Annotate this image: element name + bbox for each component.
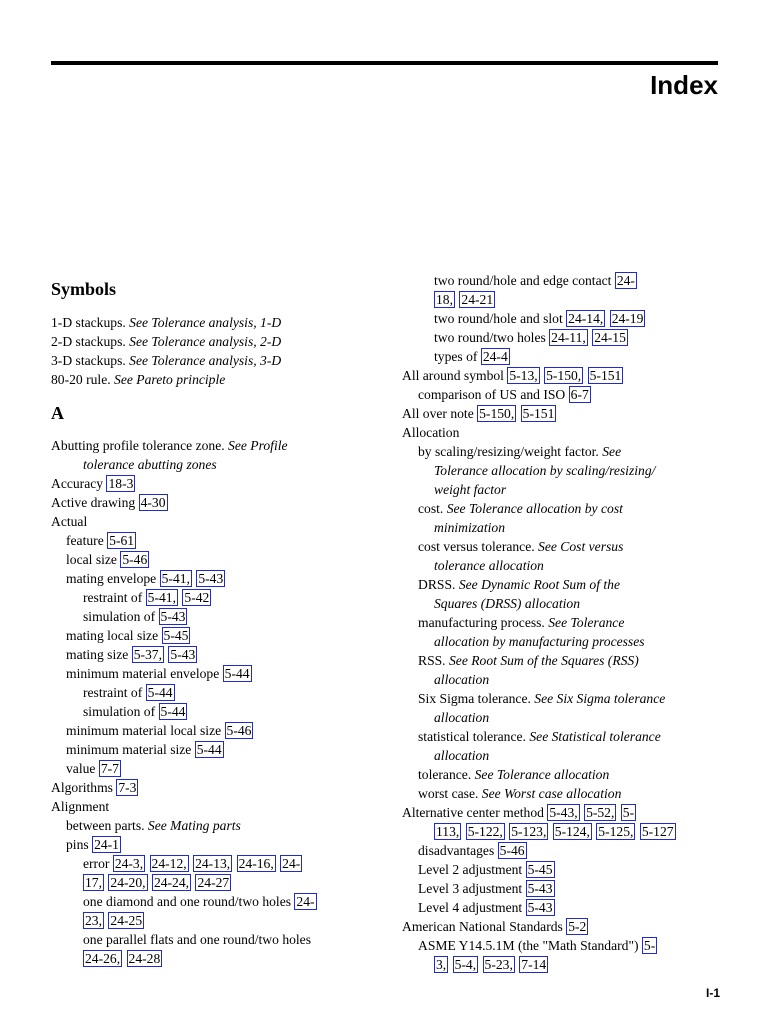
entry-term: Alternative center method: [402, 805, 548, 820]
page-link[interactable]: 24-24,: [153, 875, 190, 890]
index-entry: [434, 709, 489, 727]
index-entry: [402, 424, 459, 442]
index-entry: [434, 310, 646, 328]
page-link[interactable]: 24-28: [128, 951, 161, 966]
index-entry: [434, 348, 511, 366]
entry-term: one diamond and one round/two holes: [83, 894, 295, 909]
index-entry: [418, 690, 665, 708]
page-link[interactable]: 24-16,: [238, 856, 274, 871]
page-number: I-1: [705, 986, 720, 1000]
entry-term: by scaling/resizing/weight factor.: [418, 444, 603, 459]
page-link[interactable]: 5-123,: [511, 824, 547, 839]
page-link[interactable]: 24-19: [611, 311, 644, 326]
entry-term: local size: [66, 552, 121, 567]
index-entry: [66, 817, 241, 835]
page-link[interactable]: 24-15: [594, 330, 626, 345]
index-entry: [83, 456, 217, 474]
index-entry: [66, 646, 198, 664]
entry-term: between parts.: [66, 818, 148, 833]
page-link[interactable]: 24-13,: [195, 856, 231, 871]
section-heading: Symbols: [51, 279, 117, 299]
page-link[interactable]: 5-2: [568, 919, 587, 934]
page-title: Index: [650, 70, 718, 100]
entry-term: Accuracy: [51, 476, 107, 491]
index-entry: [51, 494, 169, 512]
page-link[interactable]: 18-3: [108, 476, 134, 491]
page-link[interactable]: 5-42: [184, 590, 210, 605]
entry-term: 3-D stackups.: [51, 353, 130, 368]
index-entry: [434, 462, 655, 480]
index-entry: [83, 589, 212, 607]
entry-term: 2-D stackups.: [51, 334, 130, 349]
page-link[interactable]: 5-4,: [454, 957, 477, 972]
entry-term: one parallel flats and one round/two holes: [83, 932, 312, 947]
index-entry: [66, 551, 150, 569]
page-link[interactable]: 7-7: [100, 761, 119, 776]
entry-term: Abutting profile tolerance zone.: [51, 438, 229, 453]
index-entry: [66, 722, 254, 740]
entry-term: Actual: [51, 514, 88, 529]
index-entry: [418, 652, 639, 670]
section-heading: A: [51, 403, 64, 423]
see-reference: See Tolerance allocation: [474, 767, 610, 782]
entry-term: All over note: [402, 406, 478, 421]
see-reference: See Mating parts: [147, 818, 241, 833]
page-link[interactable]: 17,: [85, 875, 102, 890]
index-entry: [402, 918, 589, 936]
index-entry: [51, 513, 87, 531]
page-link[interactable]: 24-14,: [568, 311, 604, 326]
page-link[interactable]: 18,: [436, 292, 453, 307]
page-link[interactable]: 5-151: [522, 406, 555, 421]
page-link[interactable]: 5-41,: [147, 590, 176, 605]
entry-term: American National Standards: [402, 919, 567, 934]
page-link[interactable]: 5-150,: [546, 368, 582, 383]
index-entry: [418, 500, 623, 518]
entry-term: pins: [66, 837, 93, 852]
index-entry: [418, 443, 621, 461]
index-entry: [434, 481, 506, 499]
page-link[interactable]: 5-46: [499, 843, 525, 858]
entry-term: minimum material local size: [66, 723, 225, 738]
index-entry: [402, 367, 624, 385]
index-entry: [418, 842, 528, 860]
index-entry: [418, 576, 620, 594]
index-entry: [402, 804, 637, 822]
see-reference: See Tolerance analysis, 1-D: [129, 315, 282, 330]
page-link[interactable]: 5-41,: [161, 571, 190, 586]
index-entry: [434, 747, 489, 765]
see-reference: allocation: [434, 748, 490, 763]
see-reference: Squares (DRSS) allocation: [434, 596, 580, 611]
index-entry: [51, 352, 281, 370]
page-link[interactable]: 5-122,: [467, 824, 503, 839]
see-reference: tolerance allocation: [434, 558, 544, 573]
page-link[interactable]: 24-: [282, 856, 301, 871]
entry-term: feature: [66, 533, 108, 548]
entry-term: ASME Y14.5.1M (the "Math Standard"): [418, 938, 642, 953]
page-link[interactable]: 5-: [643, 938, 656, 953]
index-entry: [83, 874, 232, 892]
page-link[interactable]: 24-12,: [151, 856, 187, 871]
entry-term: restraint of: [83, 590, 146, 605]
page-link[interactable]: 6-7: [570, 387, 589, 402]
page-link[interactable]: 5-52,: [586, 805, 615, 820]
see-reference: See Cost versus: [538, 539, 624, 554]
index-entry: [51, 314, 281, 332]
index-entry: [434, 291, 496, 309]
entry-term: worst case.: [418, 786, 482, 801]
page-link[interactable]: 24-: [616, 273, 635, 288]
index-entry: [418, 386, 592, 404]
index-entry: [51, 333, 281, 351]
page-link[interactable]: 23,: [85, 913, 102, 928]
see-reference: See Six Sigma tolerance: [534, 691, 666, 706]
entry-term: manufacturing process.: [418, 615, 549, 630]
entry-term: 80-20 rule.: [51, 372, 115, 387]
page-link[interactable]: 5-43,: [549, 805, 578, 820]
page-link[interactable]: 5-44: [147, 685, 173, 700]
index-entry: [51, 437, 288, 455]
page-link[interactable]: 24-25: [110, 913, 143, 928]
entry-term: types of: [434, 349, 481, 364]
see-reference: See Pareto principle: [114, 372, 226, 387]
page-link[interactable]: 5-43: [160, 609, 186, 624]
index-entry: [83, 608, 188, 626]
page-link[interactable]: 5-43: [198, 571, 224, 586]
entry-term: cost.: [418, 501, 447, 516]
page-link[interactable]: 24-20,: [110, 875, 146, 890]
entry-term: All around symbol: [402, 368, 508, 383]
page-link[interactable]: 5-46: [122, 552, 148, 567]
see-reference: allocation by manufacturing processes: [434, 634, 645, 649]
page-link[interactable]: 5-13,: [509, 368, 538, 383]
see-reference: allocation: [434, 672, 490, 687]
index-entry: [66, 665, 253, 683]
entry-term: simulation of: [83, 609, 159, 624]
page-link[interactable]: 5-125,: [598, 824, 634, 839]
index-entry: [418, 880, 556, 898]
page-link[interactable]: 24-27: [197, 875, 230, 890]
index-entry: [434, 329, 629, 347]
entry-term: Level 3 adjustment: [418, 881, 526, 896]
see-reference: See Profile: [228, 438, 288, 453]
see-reference: See Tolerance analysis, 3-D: [129, 353, 282, 368]
page-link[interactable]: 5-44: [196, 742, 222, 757]
index-entry: [434, 823, 677, 841]
index-entry: [434, 519, 505, 537]
entry-term: value: [66, 761, 99, 776]
page-link[interactable]: 5-45: [527, 862, 553, 877]
page-link[interactable]: 24-26,: [85, 951, 121, 966]
entry-term: mating envelope: [66, 571, 160, 586]
index-entry: [434, 557, 544, 575]
index-entry: [83, 855, 303, 873]
entry-term: minimum material envelope: [66, 666, 223, 681]
index-entry: [66, 570, 226, 588]
entry-term: RSS.: [418, 653, 449, 668]
page-link[interactable]: 5-: [622, 805, 635, 820]
page-link[interactable]: 5-44: [224, 666, 250, 681]
index-entry: [418, 766, 609, 784]
page-link[interactable]: 5-43: [170, 647, 196, 662]
entry-term: minimum material size: [66, 742, 195, 757]
entry-term: two round/hole and slot: [434, 311, 567, 326]
index-entry: [66, 741, 225, 759]
index-entry: [66, 627, 191, 645]
page-link[interactable]: 24-4: [482, 349, 508, 364]
see-reference: See Tolerance: [548, 615, 625, 630]
entry-term: Six Sigma tolerance.: [418, 691, 535, 706]
see-reference: See: [602, 444, 622, 459]
see-reference: tolerance abutting zones: [83, 457, 217, 472]
index-entry: [51, 798, 109, 816]
page-link[interactable]: 5-44: [160, 704, 186, 719]
index-entry: [418, 614, 624, 632]
index-entry: [51, 779, 139, 797]
page-link[interactable]: 5-37,: [133, 647, 163, 662]
entry-term: Alignment: [51, 799, 110, 814]
entry-term: disadvantages: [418, 843, 498, 858]
page-link[interactable]: 5-23,: [484, 957, 513, 972]
page-link[interactable]: 113,: [436, 824, 460, 839]
entry-term: simulation of: [83, 704, 159, 719]
index-entry: [418, 728, 661, 746]
index-entry: [434, 595, 580, 613]
page-link[interactable]: 24-11,: [551, 330, 586, 345]
page-link[interactable]: 7-14: [521, 957, 547, 972]
page-link[interactable]: 5-43: [527, 881, 553, 896]
entry-term: two round/two holes: [434, 330, 550, 345]
see-reference: See Tolerance allocation by cost: [446, 501, 623, 516]
index-entry: [51, 475, 136, 493]
index-entry: [83, 950, 163, 968]
index-entry: [418, 861, 556, 879]
index-entry: [83, 912, 145, 930]
entry-term: mating size: [66, 647, 132, 662]
entry-term: statistical tolerance.: [418, 729, 530, 744]
index-entry: [434, 272, 638, 290]
index-entry: [434, 671, 489, 689]
entry-term: Algorithms: [51, 780, 117, 795]
entry-term: Level 4 adjustment: [418, 900, 526, 915]
page-link[interactable]: 24-: [296, 894, 315, 909]
page-link[interactable]: 5-150,: [479, 406, 515, 421]
index-entry: [434, 956, 549, 974]
page-link[interactable]: 5-46: [226, 723, 252, 738]
index-entry: [51, 371, 225, 389]
entry-term: DRSS.: [418, 577, 459, 592]
see-reference: See Statistical tolerance: [529, 729, 661, 744]
entry-term: Active drawing: [51, 495, 139, 510]
index-entry: [83, 684, 176, 702]
see-reference: See Dynamic Root Sum of the: [458, 577, 621, 592]
page-link[interactable]: 5-127: [641, 824, 674, 839]
page-link[interactable]: 5-124,: [554, 824, 590, 839]
index-entry: [434, 633, 645, 651]
page-link[interactable]: 24-1: [94, 837, 119, 852]
see-reference: See Worst case allocation: [481, 786, 622, 801]
index-entry: [83, 703, 188, 721]
page-link[interactable]: 5-61: [109, 533, 135, 548]
see-reference: See Root Sum of the Squares (RSS): [448, 653, 639, 668]
entry-term: mating local size: [66, 628, 162, 643]
index-entry: [66, 760, 122, 778]
page-link[interactable]: 5-151: [589, 368, 622, 383]
entry-term: two round/hole and edge contact: [434, 273, 615, 288]
entry-term: Allocation: [402, 425, 460, 440]
see-reference: minimization: [434, 520, 505, 535]
index-entry: [83, 893, 318, 911]
index-entry: [66, 836, 122, 854]
page-link[interactable]: 4-30: [140, 495, 166, 510]
index-entry: [418, 785, 621, 803]
entry-term: error: [83, 856, 113, 871]
entry-term: comparison of US and ISO: [418, 387, 569, 402]
page-link[interactable]: 24-3,: [114, 856, 144, 871]
entry-term: tolerance.: [418, 767, 475, 782]
page-link[interactable]: 5-45: [163, 628, 189, 643]
entry-term: cost versus tolerance.: [418, 539, 539, 554]
page-link[interactable]: 5-43: [527, 900, 553, 915]
page-link[interactable]: 3,: [436, 957, 447, 972]
entry-term: Level 2 adjustment: [418, 862, 526, 877]
see-reference: allocation: [434, 710, 490, 725]
index-entry: [418, 937, 658, 955]
header-rule: [51, 61, 718, 65]
page-link[interactable]: 7-3: [118, 780, 137, 795]
index-entry: [66, 532, 137, 550]
see-reference: See Tolerance analysis, 2-D: [129, 334, 282, 349]
see-reference: weight factor: [434, 482, 507, 497]
entry-term: 1-D stackups.: [51, 315, 130, 330]
index-entry: [418, 538, 623, 556]
index-entry: [402, 405, 557, 423]
index-entry: [83, 931, 311, 949]
entry-term: restraint of: [83, 685, 146, 700]
index-entry: [418, 899, 556, 917]
see-reference: Tolerance allocation by scaling/resizing/: [434, 463, 656, 478]
page-link[interactable]: 24-21: [461, 292, 494, 307]
